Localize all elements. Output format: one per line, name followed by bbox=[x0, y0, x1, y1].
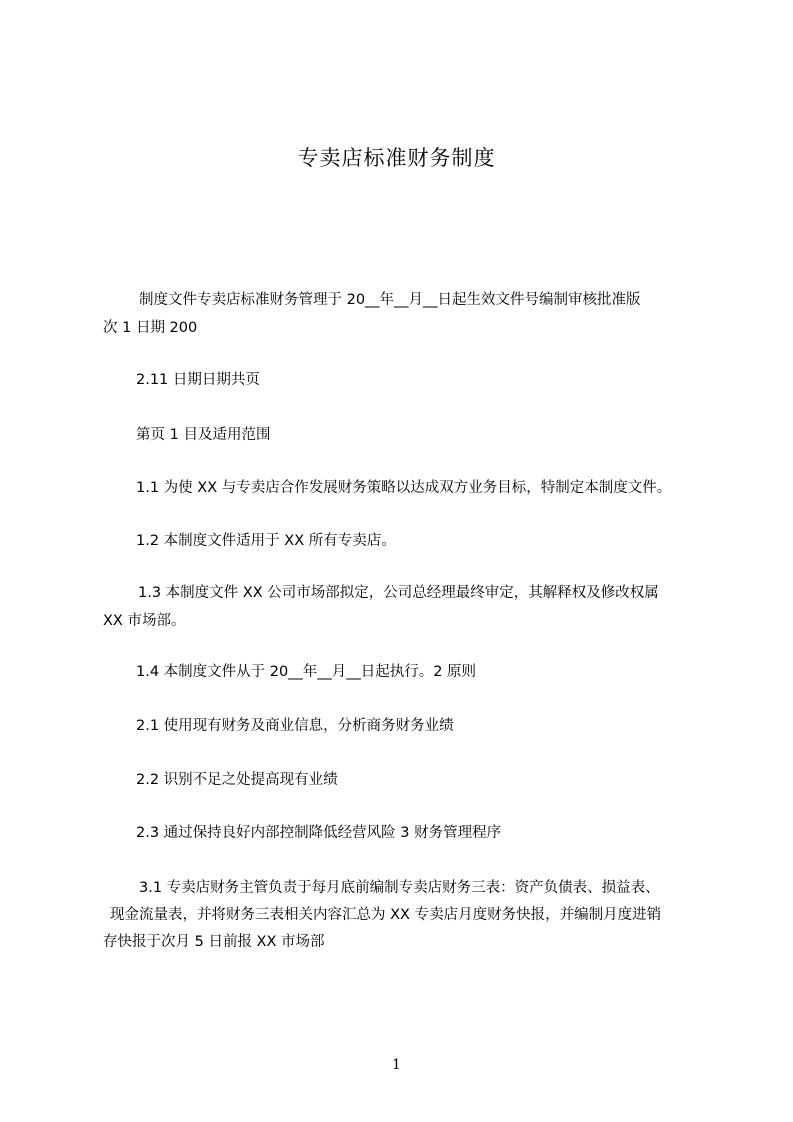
document-title: 专卖店标准财务制度 bbox=[297, 146, 496, 170]
paragraph-line: 现金流量表，并将财务三表相关内容汇总为 XX 专卖店月度财务快报，并编制月度进销 bbox=[110, 907, 662, 923]
paragraph-line: 1.4 本制度文件从于 20__年__月__日起执行。2 原则 bbox=[136, 664, 477, 680]
paragraph-line: 次 1 日期 200 bbox=[103, 320, 198, 336]
paragraph-line: 2.3 通过保持良好内部控制降低经营风险 3 财务管理程序 bbox=[136, 825, 502, 841]
page-number: 1 bbox=[392, 1057, 401, 1073]
paragraph-line: 2.2 识别不足之处提高现有业绩 bbox=[136, 772, 338, 788]
paragraph-line: 1.3 本制度文件 XX 公司市场部拟定，公司总经理最终审定，其解释权及修改权属 bbox=[138, 585, 659, 601]
paragraph-line: 1.1 为使 XX 与专卖店合作发展财务策略以达成双方业务目标，特制定本制度文件。 bbox=[136, 480, 672, 496]
paragraph-line: XX 市场部。 bbox=[103, 613, 186, 629]
paragraph-line: 存快报于次月 5 日前报 XX 市场部 bbox=[103, 934, 325, 950]
paragraph-line: 2.1 使用现有财务及商业信息，分析商务财务业绩 bbox=[136, 718, 454, 734]
paragraph-line: 3.1 专卖店财务主管负责于每月底前编制专卖店财务三表：资产负债表、损益表、 bbox=[139, 880, 660, 896]
paragraph-line: 2.11 日期日期共页 bbox=[136, 372, 260, 388]
paragraph-line: 制度文件专卖店标准财务管理于 20__年__月__日起生效文件号编制审核批准版 bbox=[139, 292, 641, 308]
paragraph-line: 1.2 本制度文件适用于 XX 所有专卖店。 bbox=[136, 533, 396, 549]
paragraph-line: 第页 1 目及适用范围 bbox=[136, 427, 271, 443]
